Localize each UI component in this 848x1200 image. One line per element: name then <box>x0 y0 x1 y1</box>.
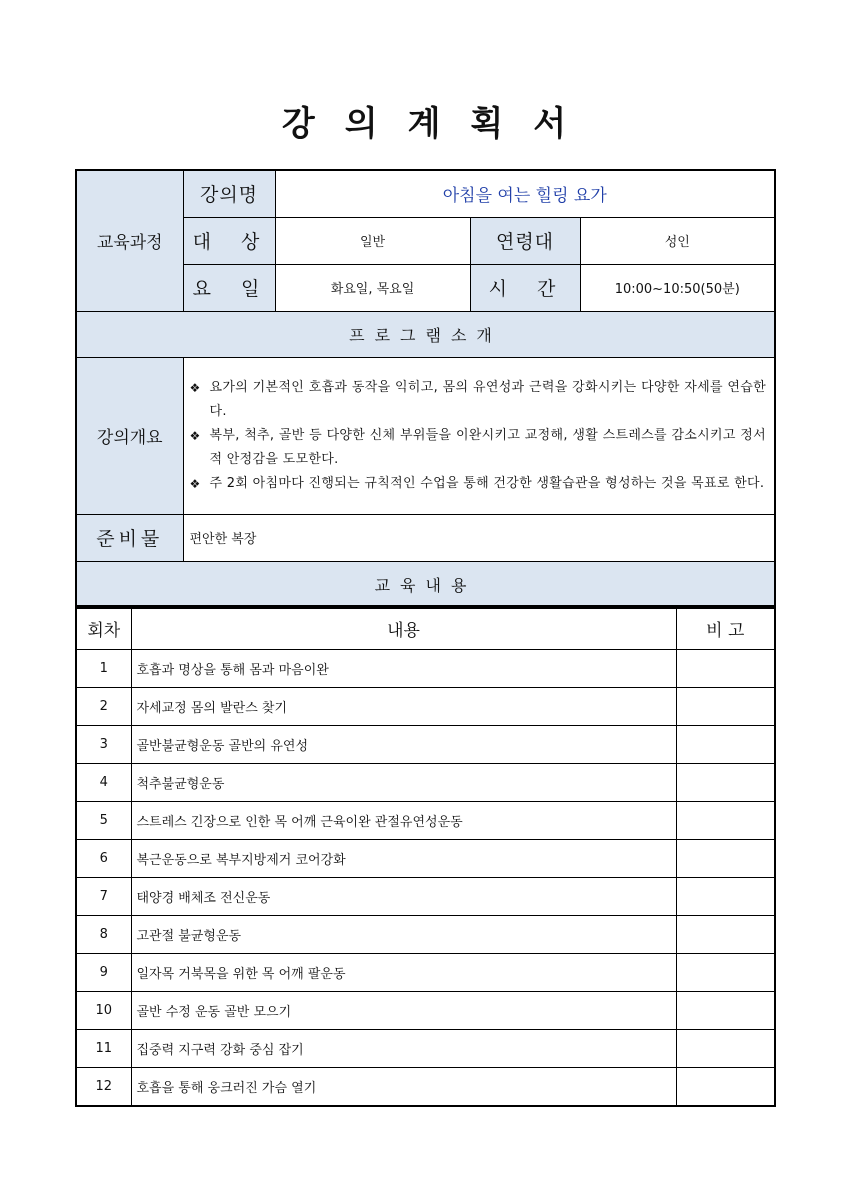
schedule-table <box>75 605 776 1107</box>
session-content: 척추불균형운동 <box>131 764 676 802</box>
education-header: 교육내용 <box>76 561 775 608</box>
day-label: 요 일 <box>183 264 275 311</box>
table-row <box>76 650 775 688</box>
page-title: 강의계획서 <box>281 104 597 144</box>
session-number: 3 <box>76 726 131 764</box>
session-content: 호흡을 통해 웅크러진 가슴 열기 <box>131 1068 676 1107</box>
table-row <box>76 764 775 802</box>
session-content: 집중력 지구력 강화 중심 잡기 <box>131 1030 676 1068</box>
table-row <box>76 1068 775 1107</box>
overview-label: 강의개요 <box>76 357 183 514</box>
session-number: 1 <box>76 650 131 688</box>
session-content: 호흡과 명상을 통해 몸과 마음이완 <box>131 650 676 688</box>
overview-item: ❖ 복부, 척추, 골반 등 다양한 신체 부위들을 이완시키고 교정해, 생활 스트레스를 감소시키고 정서적 안정감을 도모한다. <box>190 424 767 472</box>
time-label: 시 간 <box>470 264 580 311</box>
diamond-bullet-icon: ❖ <box>189 428 201 443</box>
session-number: 11 <box>76 1030 131 1068</box>
age-value: 성인 <box>580 217 775 264</box>
session-number: 9 <box>76 954 131 992</box>
target-value: 일반 <box>275 217 470 264</box>
table-row <box>76 1030 775 1068</box>
session-content: 일자목 거북목을 위한 목 어깨 팔운동 <box>131 954 676 992</box>
session-note <box>676 916 775 954</box>
course-info-table <box>75 169 776 609</box>
session-note <box>676 650 775 688</box>
session-number: 6 <box>76 840 131 878</box>
session-note <box>676 764 775 802</box>
table-row <box>76 916 775 954</box>
content-header: 내용 <box>131 606 676 650</box>
table-row <box>76 726 775 764</box>
table-row <box>76 992 775 1030</box>
age-label: 연령대 <box>470 217 580 264</box>
session-note <box>676 1068 775 1107</box>
session-content: 자세교정 몸의 발란스 찾기 <box>131 688 676 726</box>
day-value: 화요일, 목요일 <box>275 264 470 311</box>
overview-item: ❖ 주 2회 아침마다 진행되는 규칙적인 수업을 통해 건강한 생활습관을 형성하는 것을 목표로 한다. <box>190 472 767 496</box>
course-name-value: 아침을 여는 힐링 요가 <box>275 170 775 217</box>
session-note <box>676 688 775 726</box>
table-row <box>76 688 775 726</box>
session-note <box>676 878 775 916</box>
session-number: 7 <box>76 878 131 916</box>
table-row <box>76 878 775 916</box>
session-note <box>676 954 775 992</box>
session-number: 12 <box>76 1068 131 1107</box>
session-number: 5 <box>76 802 131 840</box>
course-name-label: 강의명 <box>183 170 275 217</box>
session-content: 태양경 배체조 전신운동 <box>131 878 676 916</box>
note-header: 비 고 <box>676 606 775 650</box>
program-intro-header: 프로그램소개 <box>76 311 775 357</box>
overview-item: ❖ 요가의 기본적인 호흡과 동작을 익히고, 몸의 유연성과 근력을 강화시키는 다양한 자세를 연습한다. <box>190 376 767 424</box>
session-note <box>676 1030 775 1068</box>
table-row <box>76 840 775 878</box>
session-number: 4 <box>76 764 131 802</box>
preparation-value: 편안한 복장 <box>183 514 775 561</box>
session-number: 10 <box>76 992 131 1030</box>
session-note <box>676 726 775 764</box>
session-content: 고관절 불균형운동 <box>131 916 676 954</box>
session-header: 회차 <box>76 606 131 650</box>
session-content: 복근운동으로 복부지방제거 코어강화 <box>131 840 676 878</box>
session-content: 골반 수정 운동 골반 모으기 <box>131 992 676 1030</box>
session-number: 8 <box>76 916 131 954</box>
session-note <box>676 802 775 840</box>
course-section-label: 교육과정 <box>76 170 183 311</box>
session-content: 스트레스 긴장으로 인한 목 어깨 근육이완 관절유연성운동 <box>131 802 676 840</box>
session-note <box>676 992 775 1030</box>
table-row <box>76 954 775 992</box>
table-row <box>76 802 775 840</box>
session-content: 골반불균형운동 골반의 유연성 <box>131 726 676 764</box>
diamond-bullet-icon: ❖ <box>189 476 201 491</box>
session-number: 2 <box>76 688 131 726</box>
time-value: 10:00~10:50(50분) <box>580 264 775 311</box>
target-label: 대 상 <box>183 217 275 264</box>
preparation-label: 준비물 <box>76 514 183 561</box>
schedule-header-row <box>76 606 775 650</box>
diamond-bullet-icon: ❖ <box>189 380 201 395</box>
session-note <box>676 840 775 878</box>
overview-content <box>183 357 775 514</box>
